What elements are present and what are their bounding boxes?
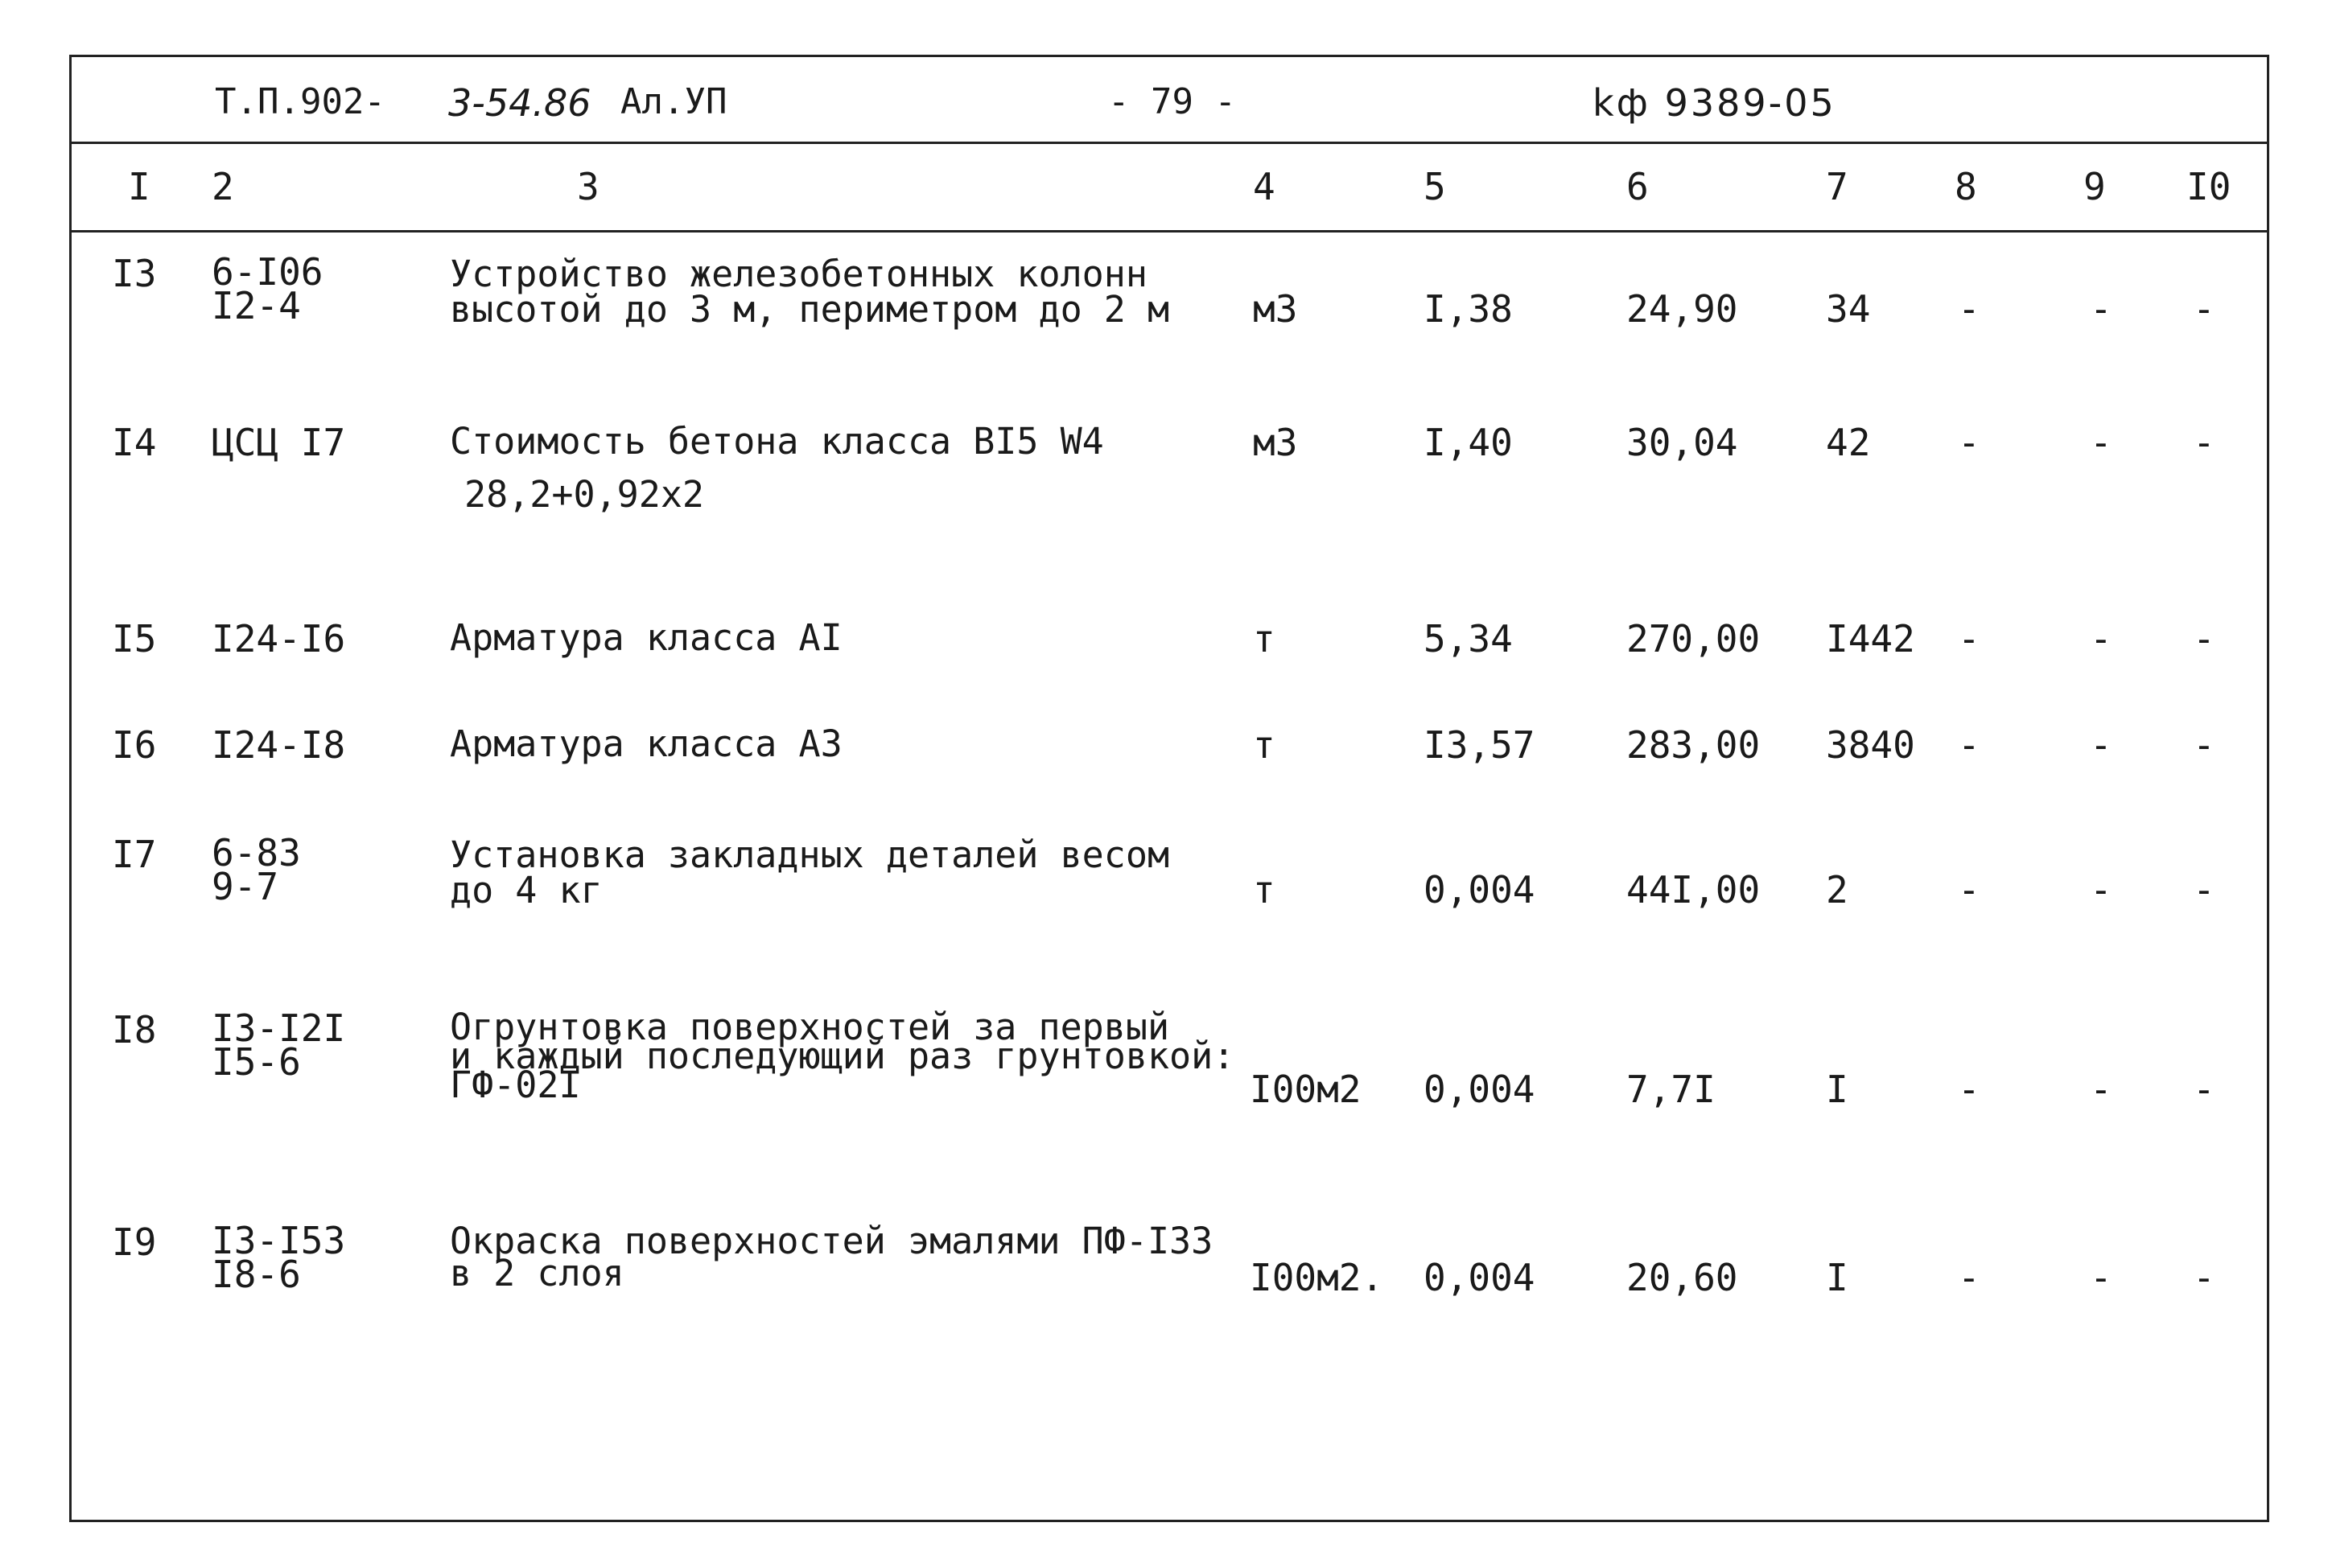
unit-price: 24,90 (1626, 287, 1738, 331)
total-cost: 2 (1826, 868, 1848, 912)
column-number: 4 (1253, 165, 1275, 208)
column-number: 8 (1955, 165, 1977, 208)
column-8-value: - (1958, 287, 1980, 331)
unit: м3 (1253, 287, 1298, 331)
column-8-value: - (1958, 1068, 1980, 1111)
total-cost: I442 (1826, 617, 1915, 661)
norm-code: 6-83 9-7 (212, 831, 301, 908)
column-number: 9 (2083, 165, 2106, 208)
column-number: 7 (1826, 165, 1848, 208)
row-number: I4 (112, 421, 157, 464)
quantity: 0,004 (1424, 868, 1535, 912)
row-number: I7 (112, 833, 157, 876)
unit: I00м2. (1250, 1256, 1384, 1299)
column-9-value: - (2090, 287, 2112, 331)
column-10-value: - (2193, 287, 2215, 331)
total-cost: I (1826, 1068, 1848, 1111)
quantity: I,38 (1424, 287, 1513, 331)
unit: м3 (1253, 421, 1298, 464)
column-9-value: - (2090, 1256, 2112, 1299)
document-code: kф 9389-05 (1593, 81, 1836, 125)
column-number: I0 (2186, 165, 2231, 208)
column-number: 6 (1626, 165, 1649, 208)
unit: I00м2 (1250, 1068, 1362, 1111)
column-10-value: - (2193, 1068, 2215, 1111)
norm-code: I3-I2I I5-6 (212, 1006, 346, 1084)
column-9-value: - (2090, 1068, 2112, 1111)
work-description: Огрунтовка поверхностей за первый и каждый последующий раз грунтовкой: ГФ-02I (450, 1006, 1235, 1106)
work-description: Арматура класса A3 (450, 722, 843, 765)
quantity: 0,004 (1424, 1256, 1535, 1299)
column-8-value: - (1958, 723, 1980, 767)
norm-code: I24-I6 (212, 617, 346, 661)
column-8-value: - (1958, 617, 1980, 661)
row-number: I9 (112, 1220, 157, 1264)
quantity: I,40 (1424, 421, 1513, 464)
column-9-value: - (2090, 617, 2112, 661)
column-10-value: - (2193, 868, 2215, 912)
norm-code: ЦСЦ I7 (212, 421, 346, 464)
series-number-handwritten: 3-54.86 (448, 81, 591, 125)
page-header (72, 57, 2267, 144)
unit-price: 30,04 (1626, 421, 1738, 464)
unit-price: 270,00 (1626, 617, 1761, 661)
column-9-value: - (2090, 868, 2112, 912)
quantity: 5,34 (1424, 617, 1513, 661)
row-number: I8 (112, 1008, 157, 1052)
row-number: I3 (112, 252, 157, 295)
row-number: I6 (112, 723, 157, 767)
work-description: Арматура класса AI (450, 616, 843, 659)
column-10-value: - (2193, 1256, 2215, 1299)
unit: т (1253, 868, 1275, 912)
norm-code: 6-I06 I2-4 (212, 250, 323, 327)
series-number: Т.П.902- (215, 81, 385, 122)
column-9-value: - (2090, 723, 2112, 767)
unit: т (1253, 723, 1275, 767)
column-number: 5 (1424, 165, 1446, 208)
column-10-value: - (2193, 617, 2215, 661)
work-description: Устройство железобетонных колонн высотой до 3 м, периметром до 2 м (450, 253, 1170, 331)
column-8-value: - (1958, 1256, 1980, 1299)
column-10-value: - (2193, 421, 2215, 464)
document-frame (69, 55, 2269, 1522)
unit-price: 44I,00 (1626, 868, 1761, 912)
unit-price: 20,60 (1626, 1256, 1738, 1299)
column-9-value: - (2090, 421, 2112, 464)
column-numbers-row (72, 144, 2267, 233)
page-number: - 79 - (1108, 81, 1236, 122)
norm-code: I3-I53 I8-6 (212, 1219, 346, 1296)
column-8-value: - (1958, 421, 1980, 464)
quantity: I3,57 (1424, 723, 1535, 767)
unit: т (1253, 617, 1275, 661)
work-description: Окраска поверхностей эмалями ПФ-I33 в 2 слоя (450, 1220, 1213, 1294)
total-cost: 3840 (1826, 723, 1915, 767)
total-cost: I (1826, 1256, 1848, 1299)
unit-price: 283,00 (1626, 723, 1761, 767)
unit-price: 7,7I (1626, 1068, 1716, 1111)
total-cost: 34 (1826, 287, 1871, 331)
column-number: I (128, 165, 150, 208)
row-number: I5 (112, 617, 157, 661)
column-number: 3 (577, 165, 600, 208)
column-10-value: - (2193, 723, 2215, 767)
column-8-value: - (1958, 868, 1980, 912)
total-cost: 42 (1826, 421, 1871, 464)
work-description: Стоимость бетона класса BI5 W4 (450, 420, 1104, 463)
column-number: 2 (212, 165, 234, 208)
norm-code: I24-I8 (212, 723, 346, 767)
album-number: Ал.УП (620, 81, 727, 122)
work-description: Установка закладных деталей весом до 4 кг (450, 833, 1170, 912)
price-calculation: 28,2+0,92х2 (464, 473, 705, 516)
quantity: 0,004 (1424, 1068, 1535, 1111)
